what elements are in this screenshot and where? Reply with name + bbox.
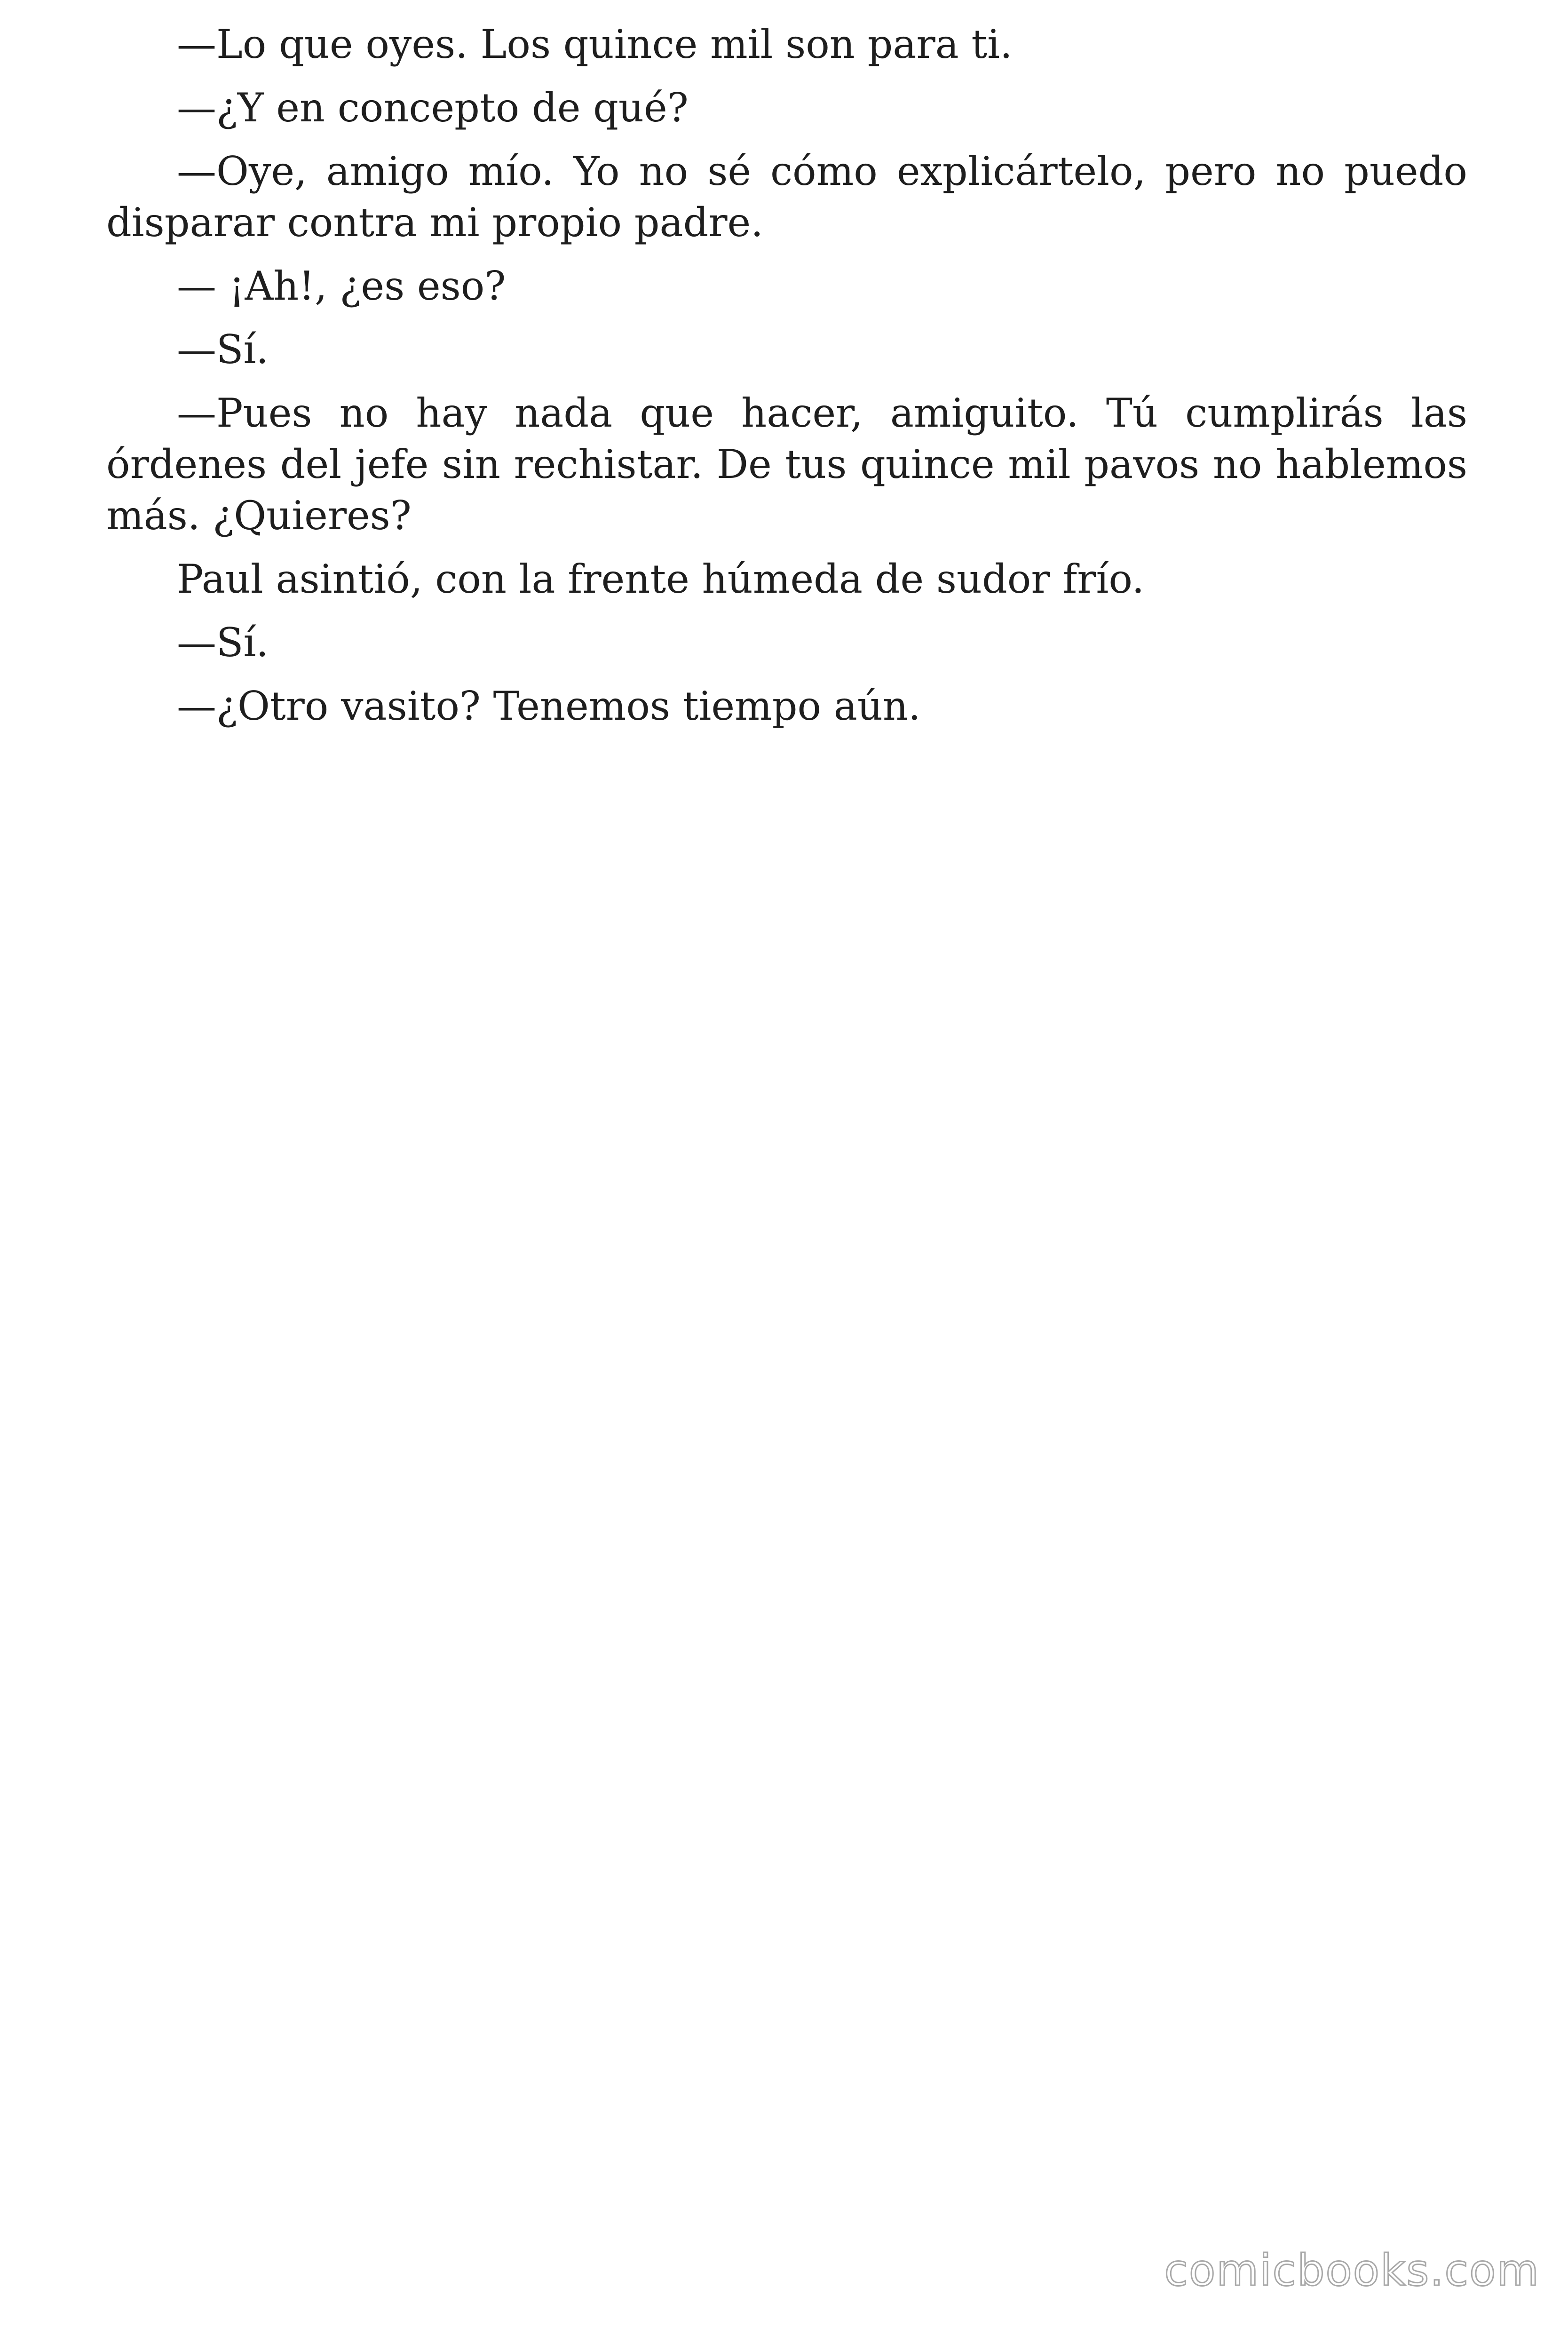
- paragraph: — ¡Ah!, ¿es eso?: [177, 263, 506, 309]
- paragraph: —Oye, amigo mío. Yo no sé cómo explicártelo, pero no puedo disparar contra mi propio padre.: [106, 148, 1467, 246]
- watermark: comicbooks.com: [1164, 2245, 1540, 2296]
- paragraph: Paul asintió, con la frente húmeda de sudor frío.: [177, 556, 1145, 602]
- paragraph: —Pues no hay nada que hacer, amiguito. Tú cumplirás las órdenes del jefe sin rechistar. De tus quince mil pavos no hablemos más. ¿Quieres?: [106, 390, 1467, 539]
- paragraph: —Sí.: [177, 326, 269, 373]
- paragraph: —Lo que oyes. Los quince mil son para ti.: [177, 21, 1013, 67]
- paragraph: —¿Otro vasito? Tenemos tiempo aún.: [177, 683, 921, 729]
- page-text: [106, 19, 1467, 744]
- paragraph: —¿Y en concepto de qué?: [177, 85, 689, 131]
- paragraph: —Sí.: [177, 620, 269, 666]
